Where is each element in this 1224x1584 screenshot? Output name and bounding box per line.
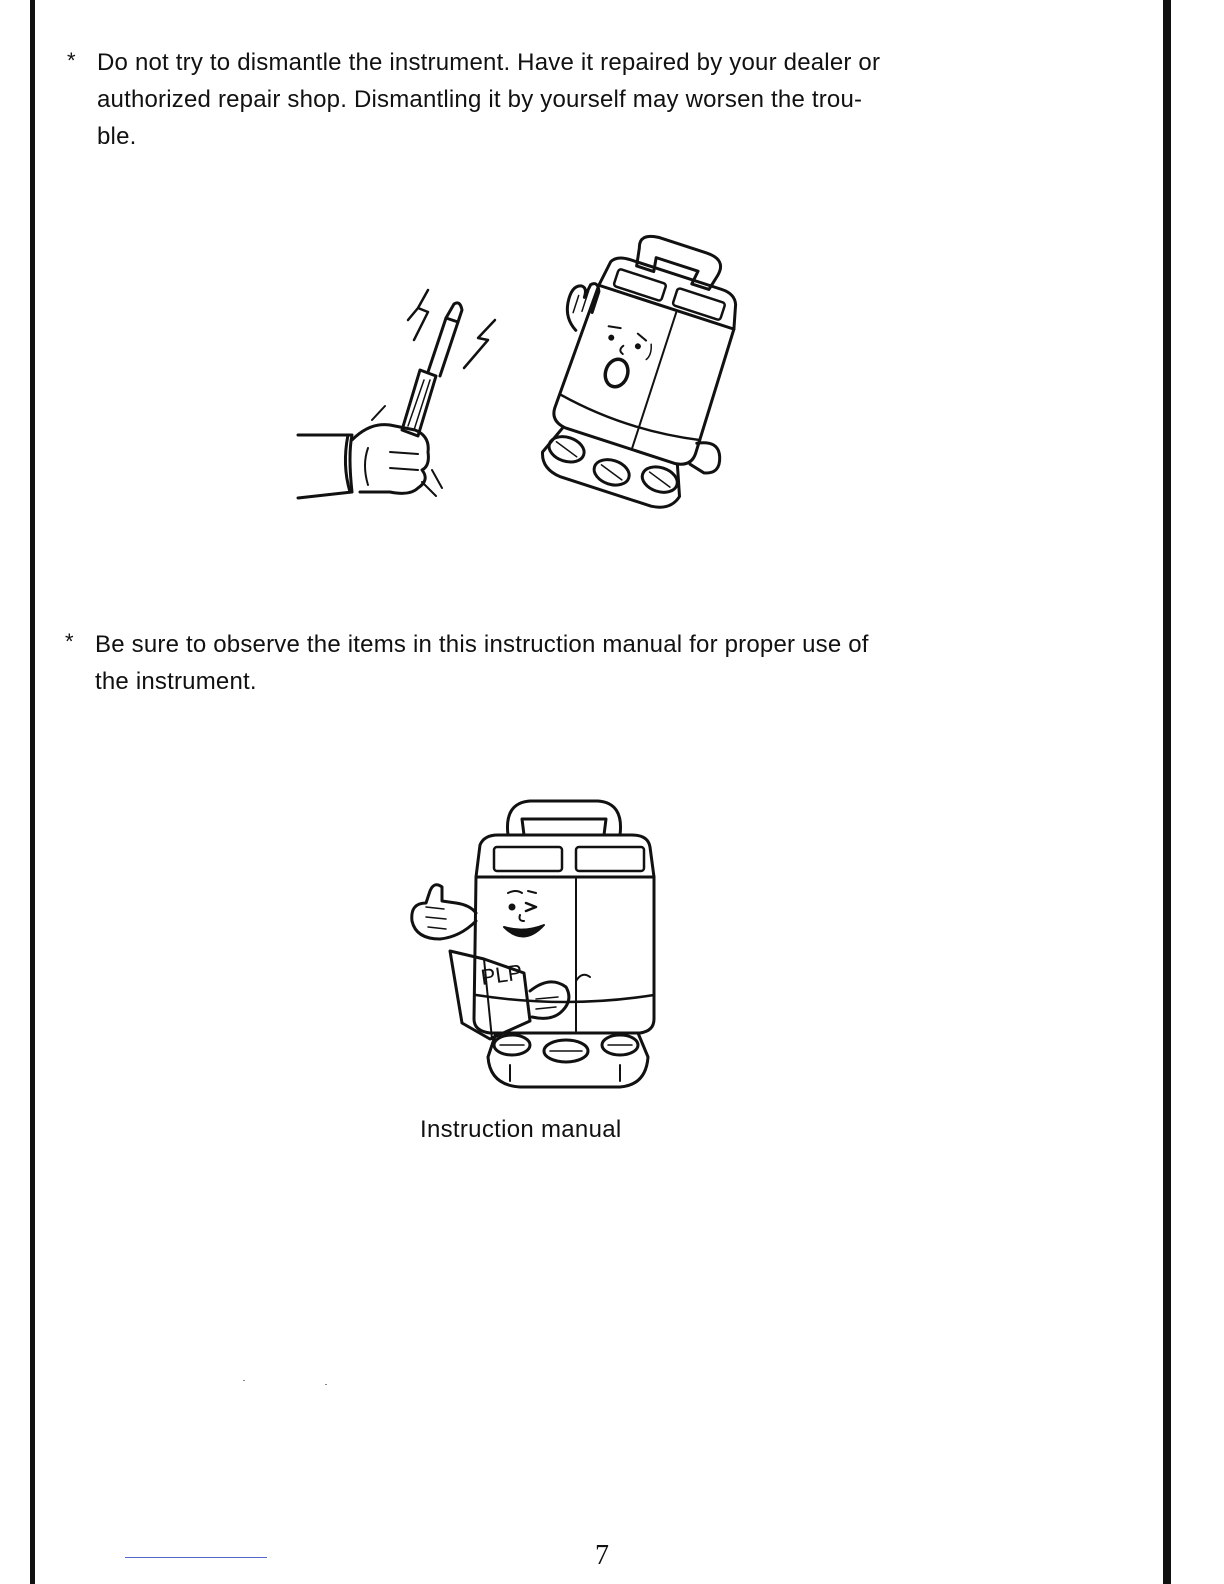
text-line: Do not try to dismantle the instrument. Have it repaired by your dealer or bbox=[97, 49, 881, 76]
happy-instrument-character bbox=[412, 801, 654, 1087]
dismantle-warning-illustration bbox=[290, 230, 770, 540]
spark-icon bbox=[408, 290, 428, 340]
text-line: authorized repair shop. Dismantling it by yourself may worsen the trou- bbox=[97, 86, 863, 113]
right-page-border bbox=[1163, 0, 1171, 1584]
left-page-border bbox=[30, 0, 35, 1584]
text-line: Be sure to observe the items in this instruction manual for proper use of bbox=[95, 631, 869, 658]
text-line: the instrument. bbox=[95, 668, 257, 695]
instruction-paragraph-observe-manual bbox=[95, 626, 995, 700]
bullet-marker: * bbox=[67, 48, 76, 73]
scan-speck bbox=[325, 1384, 327, 1385]
book-label: PLP bbox=[479, 959, 524, 990]
figure-caption: Instruction manual bbox=[420, 1116, 622, 1143]
footer-rule bbox=[125, 1557, 267, 1558]
sleeve-cuff bbox=[298, 435, 352, 498]
scan-speck bbox=[243, 1380, 245, 1381]
bullet-marker: * bbox=[65, 629, 74, 654]
scared-instrument-character bbox=[516, 230, 770, 522]
screwdriver-icon bbox=[402, 303, 462, 436]
instruction-manual-illustration bbox=[400, 795, 670, 1100]
warning-paragraph-dismantle bbox=[97, 44, 997, 155]
page-number: 7 bbox=[595, 1540, 609, 1571]
text-line: ble. bbox=[97, 123, 137, 150]
